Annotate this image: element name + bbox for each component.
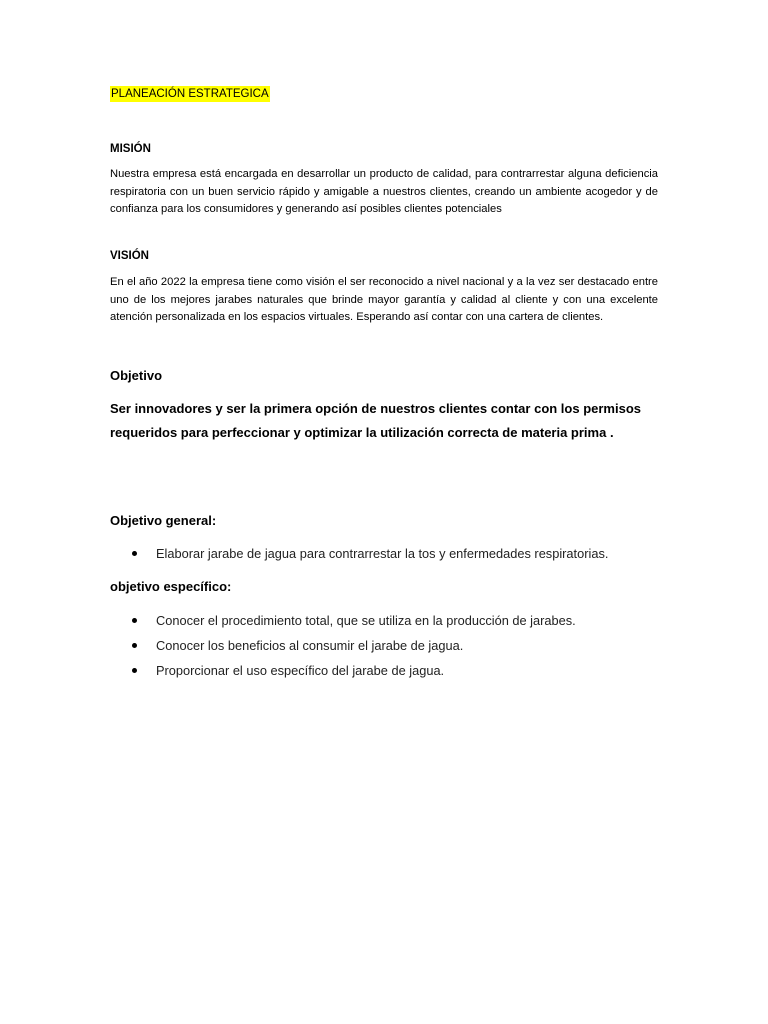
list-item (110, 541, 710, 566)
objetivo-paragraph: Ser innovadores y ser la primera opción de nuestros clientes contar con los permisos requeridos para perfeccionar y optimizar la utilización correcta de materia prima . (110, 401, 642, 440)
objetivo-general-heading: Objetivo general: (110, 513, 217, 528)
document-title: PLANEACIÓN ESTRATEGICA (111, 88, 269, 100)
mision-paragraph: Nuestra empresa está encargada en desarrollar un producto de calidad, para contrarrestar alguna deficiencia respiratoria con un buen servicio rápido y amigable a nuestros clientes, creando un ambiente acogedor y de confianza para los consumidores y generando así posibles clientes potenciales (110, 168, 658, 216)
list-item-text: Elaborar jarabe de jagua para contrarrestar la tos y enfermedades respiratorias. (156, 546, 609, 561)
list-item-text: Conocer el procedimiento total, que se utiliza en la producción de jarabes. (156, 613, 576, 628)
list-item-text: Proporcionar el uso específico del jarabe de jagua. (156, 663, 445, 678)
bullet-icon (132, 643, 137, 648)
objetivo-especifico-list (110, 608, 710, 683)
objetivo-general-list (110, 541, 710, 566)
bullet-icon (132, 551, 137, 556)
list-item (110, 658, 710, 683)
list-item-text: Conocer los beneficios al consumir el jarabe de jagua. (156, 638, 464, 653)
bullet-icon (132, 618, 137, 623)
bullet-icon (132, 668, 137, 673)
list-item (110, 633, 710, 658)
vision-heading: VISIÓN (110, 250, 149, 262)
mision-heading: MISIÓN (110, 143, 151, 155)
vision-paragraph: En el año 2022 la empresa tiene como visión el ser reconocido a nivel nacional y a la vez ser destacado entre uno de los mejores jarabes naturales que brinde mayor garantía y calidad al cliente y con una excelente atención personalizada en los espacios virtuales. Esperando así contar con una cartera de clientes. (110, 276, 658, 324)
list-item (110, 608, 710, 633)
objetivo-especifico-heading: objetivo específico: (110, 579, 232, 594)
objetivo-heading: Objetivo (110, 368, 163, 383)
